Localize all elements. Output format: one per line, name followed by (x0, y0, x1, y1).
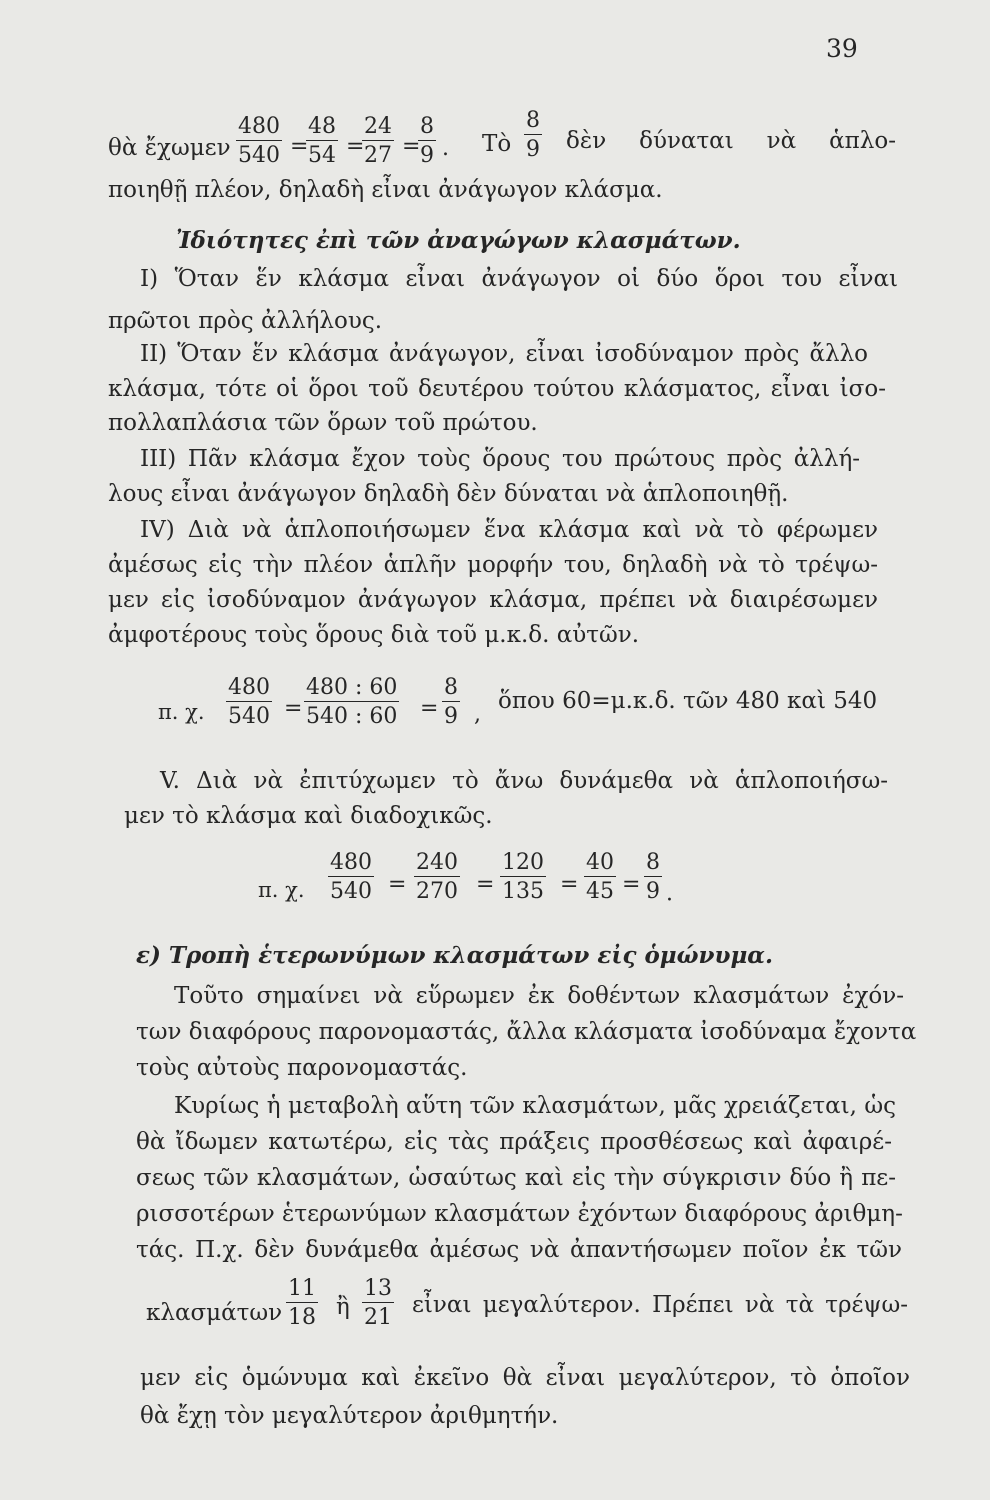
text-line: τάς. Π.χ. δὲν δυνάμεθα ἀμέσως νὰ ἀπαντήσωμεν ποῖον ἐκ τῶν (136, 1237, 902, 1263)
eq3-fraction: $\frac{8}{9}$ (646, 850, 660, 904)
equals-sign: = (476, 872, 495, 897)
eq2-fraction: $\frac{480}{540}$ (228, 675, 270, 729)
eq3-prefix: π. χ. (258, 878, 305, 902)
eq4-fraction: $\frac{11}{18}$ (288, 1276, 316, 1330)
text-line: μεν τὸ κλάσμα καὶ διαδοχικῶς. (124, 803, 493, 829)
eq3-fraction: $\frac{480}{540}$ (330, 850, 372, 904)
text-line: πρῶτοι πρὸς ἀλλήλους. (108, 308, 383, 334)
eq1-fraction: $\frac{48}{54}$ (308, 114, 336, 168)
text-line: πολλαπλάσια τῶν ὅρων τοῦ πρώτου. (108, 410, 538, 436)
section-heading: Ἰδιότητες ἐπὶ τῶν ἀναγώγων κλασμάτων. (176, 227, 741, 254)
eq1-to: Τὸ (482, 131, 512, 157)
eq2-suffix: ὅπου 60=μ.κ.δ. τῶν 480 καὶ 540 (498, 688, 878, 714)
equals-sign: = (346, 134, 365, 159)
text-line: III) Πᾶν κλάσμα ἔχον τοὺς ὅρους του πρώτους πρὸς ἀλλή- (140, 446, 860, 472)
eq1-suffix: δὲν δύναται νὰ ἁπλο- (566, 128, 896, 154)
text-line: κλάσμα, τότε οἱ ὅροι τοῦ δευτέρου τούτου κλάσματος, εἶναι ἰσο- (108, 376, 886, 402)
text-line: των διαφόρους παρονομαστάς, ἄλλα κλάσματα ἰσοδύναμα ἔχοντα (136, 1019, 917, 1045)
eq1-prefix: θὰ ἔχωμεν (108, 135, 231, 161)
text-line: σεως τῶν κλασμάτων, ὡσαύτως καὶ εἰς τὴν σύγκρισιν δύο ἢ πε- (136, 1165, 896, 1191)
eq3-fraction: $\frac{240}{270}$ (416, 850, 458, 904)
text-line: V. Διὰ νὰ ἐπιτύχωμεν τὸ ἄνω δυνάμεθα νὰ ἁπλοποιήσω- (160, 768, 888, 794)
eq1-inline-fraction: $\frac{8}{9}$ (526, 108, 540, 162)
text-line: μεν εἰς ὁμώνυμα καὶ ἐκεῖνο θὰ εἶναι μεγαλύτερον, τὸ ὁποῖον (140, 1365, 910, 1391)
equals-sign: = (402, 134, 421, 159)
equals-sign: = (388, 872, 407, 897)
text-line: ἀμφοτέρους τοὺς ὅρους διὰ τοῦ μ.κ.δ. αὐτῶν. (108, 622, 640, 648)
eq4-or: ἢ (336, 1294, 350, 1320)
page-number: 39 (826, 34, 858, 63)
equals-sign: = (560, 872, 579, 897)
eq3-fraction: $\frac{40}{45}$ (586, 850, 614, 904)
text-line: ποιηθῇ πλέον, δηλαδὴ εἶναι ἀνάγωγον κλάσμα. (108, 177, 663, 203)
eq3-fraction: $\frac{120}{135}$ (502, 850, 544, 904)
text-line: I) Ὅταν ἕν κλάσμα εἶναι ἀνάγωγον οἱ δύο ὅροι του εἶναι (140, 266, 898, 292)
eq4-prefix: κλασμάτων (146, 1300, 283, 1326)
eq1-fraction: $\frac{8}{9}$ (420, 114, 434, 168)
text-line: II) Ὅταν ἕν κλάσμα ἀνάγωγον, εἶναι ἰσοδύναμον πρὸς ἄλλο (140, 341, 868, 367)
raised-dot: · (666, 888, 673, 913)
eq4-suffix: εἶναι μεγαλύτερον. Πρέπει νὰ τὰ τρέψω- (412, 1292, 908, 1318)
text-line: ἀμέσως εἰς τὴν πλέον ἁπλῆν μορφήν του, δηλαδὴ νὰ τὸ τρέψω- (108, 552, 878, 578)
text-line: Κυρίως ἡ μεταβολὴ αὕτη τῶν κλασμάτων, μᾶς χρειάζεται, ὡς (174, 1093, 896, 1119)
equals-sign: = (420, 696, 439, 721)
text-line: λους εἶναι ἀνάγωγον δηλαδὴ δὲν δύναται νὰ ἁπλοποιηθῇ. (108, 481, 789, 507)
text-line: τοὺς αὐτοὺς παρονομαστάς. (136, 1055, 468, 1081)
eq1-fraction: $\frac{24}{27}$ (364, 114, 392, 168)
text-line: θὰ ἔχῃ τὸν μεγαλύτερον ἀριθμητήν. (140, 1403, 559, 1429)
text-line: θὰ ἴδωμεν κατωτέρω, εἰς τὰς πράξεις προσθέσεως καὶ ἀφαιρέ- (136, 1129, 892, 1155)
equals-sign: = (290, 134, 309, 159)
eq2-prefix: π. χ. (158, 700, 205, 724)
text-line: ρισσοτέρων ἑτερωνύμων κλασμάτων ἐχόντων διαφόρους ἀριθμη- (136, 1201, 903, 1227)
text-line: IV) Διὰ νὰ ἁπλοποιήσωμεν ἕνα κλάσμα καὶ νὰ τὸ φέρωμεν (140, 517, 878, 543)
text-line: Τοῦτο σημαίνει νὰ εὕρωμεν ἐκ δοθέντων κλασμάτων ἐχόν- (174, 983, 904, 1009)
eq4-fraction: $\frac{13}{21}$ (364, 1276, 392, 1330)
equals-sign: = (622, 872, 641, 897)
equals-sign: = (284, 696, 303, 721)
eq1-fraction: $\frac{480}{540}$ (238, 114, 280, 168)
text-line: μεν εἰς ἰσοδύναμον ἀνάγωγον κλάσμα, πρέπει νὰ διαιρέσωμεν (108, 587, 878, 613)
eq2-fraction: $\frac{8}{9}$ (444, 675, 458, 729)
eq2-fraction: $\frac{480 : 60}{540 : 60}$ (306, 675, 398, 729)
section-heading: ε) Τροπὴ ἑτερωνύμων κλασμάτων εἰς ὁμώνυμα. (136, 942, 773, 969)
period: . (442, 136, 449, 161)
comma: , (474, 702, 481, 727)
